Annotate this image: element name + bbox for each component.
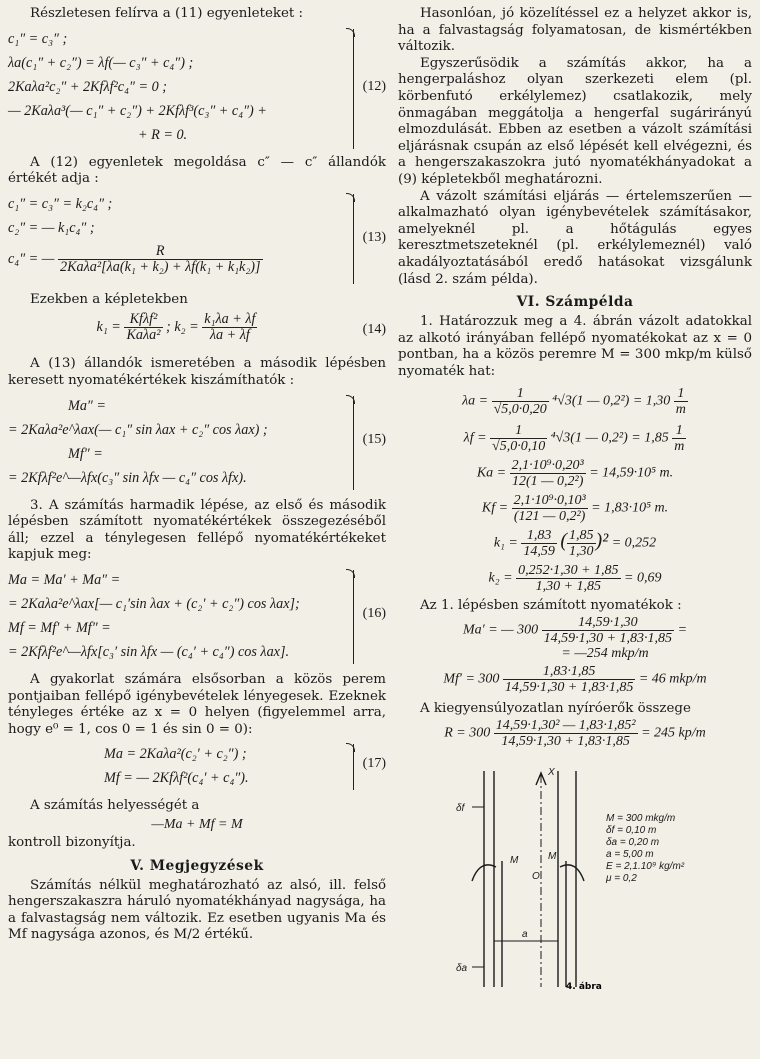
moment-arrow-right (560, 865, 584, 881)
equation-number: (14) (362, 322, 386, 338)
equation-12: c₁″ = c₃″ ; λa(c₁″ + c₂″) = λf(— c₃″ + c₄″) ; 2Kaλa²c₂″ + 2Kfλf²c₄″ = 0 ; — 2Kaλa³(— c₁″ + c₂″) + 2Kfλf³(c₃″ + c₄″) + + R = 0. (12) (8, 27, 386, 151)
legend-line: M = 300 mkg/m (606, 812, 676, 824)
check-equation: —Ma + Mf = M (151, 816, 243, 832)
paragraph: Hasonlóan, jó közelítéssel ez a helyzet akkor is, ha a falvastagság folyamatosan, de kismértékben változik. (398, 6, 752, 55)
paragraph: Az 1. lépésben számított nyomatékok : (420, 598, 682, 614)
mf-equation: Mf′ = 300 $\frac{1,83\cdot 1,85}{14,59\cdot 1,30 + 1,83\cdot 1,85}$ = 46 mkp/m (443, 664, 707, 696)
ma-equation: Ma′ = — 300 $\frac{14,59\cdot 1,30}{14,59\cdot 1,30 + 1,83\cdot 1,85}$ = (462, 615, 688, 647)
solution-text: A (12) egyenletek megoldása c″ — c″ állandók értékét adja : (8, 154, 386, 187)
practice-text: A gyakorlat számára elsősorban a közös perem pontjaiban fellépő igénybevételek lényegesek. Ezeknek tényleges értéke az x = 0 helyen (figyelemmel arra, hogy e⁰ = 1, cos 0 = 1 és sin 0 = 0): (8, 671, 386, 737)
equation-number: (17) (362, 756, 386, 772)
legend-line: E = 2,1.10⁹ kg/m² (606, 860, 685, 872)
equation-14: k₁ = $\frac{\text{Kfλf²}}{\text{Kaλa²}}$ ; k₂ = $\frac{\text{k₁λa + λf}}{\lambda a + \lambda f}$ (14) (96, 311, 386, 344)
kf-equation: Kf = $\frac{\text{2,1·10⁹·0,10³}}{\text{(121 — 0,2²)}}$ = 1,83·10⁵ m. (481, 493, 669, 525)
section-heading-vi: VI. Számpélda (516, 294, 634, 311)
equation-number: (13) (362, 229, 386, 245)
k1-equation: k₁ = $\frac{1,83}{14,59}$ ( $\frac{1,85}{1,30}$ )² = 0,252 (493, 528, 657, 560)
legend-line: μ = 0,2 (606, 872, 637, 884)
paragraph: 1. Határozzuk meg a 4. ábrán vázolt adatokkal az alkotó irányában fellépő nyomatékokat az x = 0 pontban, ha a közös peremre M = 300 mkp/m külső nyomaték hat: (398, 314, 752, 379)
k2-equation: k₂ = $\frac{0,252\cdot 1,30 + 1,85}{1,30 + 1,85}$ = 0,69 (488, 563, 662, 595)
brace (345, 396, 354, 490)
formulas-text: Ezekben a képletekben (30, 291, 188, 307)
dimension-a-label: a (522, 928, 528, 940)
third-step-text: 3. A számítás harmadik lépése, az első és második lépésben számított nyomatékértékek összegezéséből áll; ezzel a ténylegesen fellépő nyomatékértékeket kapjuk meg: (8, 497, 386, 563)
equation-number: (15) (362, 431, 386, 447)
remarks-text: Számítás nélkül meghatározható az alsó, ill. felső hengerszakaszra háruló nyomatékhányad nagysága, ha a falvastagság nem változik. Ez esetben ugyanis Ma és Mf nagysága azonos, és M/2 értékű. (8, 877, 386, 943)
lambda-f-equation: λf = $\frac{1}{√5,0\cdot 0,10}$ ⁴√3(1 — 0,2²) = 1,85 $\frac{1}{m}$ (463, 423, 685, 455)
origin-label: O (532, 870, 540, 882)
equation-17: Ma = 2Kaλa²(c₂′ + c₂″) ; Mf = — 2Kfλf²(c₄′ + c₄″). (17) (8, 742, 386, 794)
paragraph: Egyszerűsödik a számítás akkor, ha a hengerpaláshoz olyan szerkezeti elem (pl. körbenfutó erkélylemez) csatlakozik, mely önmagában meggátolja a hengerfal sugárirányú elmozdulását. Ebben az esetben a vázolt számítási eljárásnak csupán az első lépését kell elvégezni, és a hengerszakaszokra jutó nyomatékhányadokat a (9) képletekből meghatározni. (398, 55, 752, 187)
right-column (398, 6, 752, 991)
figure-4 (398, 751, 752, 991)
r-equation: R = 300 $\frac{\text{14,59·1,30² — 1,83·1,85²}}{14,59\cdot 1,30 + 1,83\cdot 1,85}$ = 245 kp/m (444, 717, 706, 749)
lambda-a-equation: λa = $\frac{1}{√5,0\cdot 0,20}$ ⁴√3(1 — 0,2²) = 1,30 $\frac{1}{m}$ (462, 386, 686, 418)
ka-equation: Ka = $\frac{\text{2,1·10⁹·0,20³}}{\text{12(1 — 0,2²)}}$ = 14,59·10⁵ m. (476, 458, 674, 490)
equation-15: Ma″ = = 2Kaλa²e^λax(— c₁″ sin λax + c₂″ cos λax) ; Mf″ = = 2Kfλf²e^—λfx(c₃″ sin λfx — c₄″ cos λfx). (15) (8, 394, 386, 494)
legend-line: δf = 0,10 m (606, 824, 657, 836)
equation-number: (12) (362, 78, 386, 94)
x-axis-label: X (548, 766, 555, 778)
brace (345, 744, 354, 790)
legend-line: δa = 0,20 m (606, 836, 660, 848)
equation-13: c₁″ = c₃″ = k₂c₄″ ; c₂″ = — k₁c₄″ ; c₄″ = — $\frac{R}{\text{2Kaλa²[λa(k₁ + k₂) + λf(k₁ + k₁k₂)]}}$ (13) (8, 192, 386, 288)
equation-number: (16) (362, 605, 386, 621)
fraction: $\frac{R}{\text{2Kaλa²[λa(k₁ + k₂) + λf(k₁ + k₁k₂)]}}$ (59, 242, 261, 275)
delta-f-label: δf (456, 802, 465, 814)
brace (345, 29, 354, 149)
ma-result: = —254 mkp/m (561, 646, 649, 662)
intro-text: Részletesen felírva a (11) egyenleteket : (30, 6, 304, 21)
moment-label-left: M (510, 854, 519, 866)
delta-a-label: δa (456, 962, 468, 974)
equation-16: Ma = Ma′ + Ma″ = = 2Kaλa²e^λax[— c₁′sin λax + (c₂′ + c₂″) cos λax]; Mf = Mf′ + Mf″ = = 2Kfλf²e^—λfx[c₃′ sin λfx — (c₄′ + c₄″) cos λax]. (16) (8, 568, 386, 668)
moment-label-right: M (548, 850, 557, 862)
section-heading-v: V. Megjegyzések (130, 857, 264, 874)
left-column (8, 6, 386, 944)
figure-caption: 4. ábra (566, 981, 602, 991)
paragraph: A vázolt számítási eljárás — értelemszerűen — alkalmazható olyan igénybevételek számításakor, amelyeknél pl. a hőtágulás egyes keresztmetszeteknél (pl. erkélylemeznél) való akadályoztatásából eredő hatásokat vizsgálunk (lásd 2. szám példa). (398, 188, 752, 287)
brace (345, 194, 354, 284)
brace (345, 570, 354, 664)
second-step-text: A (13) állandók ismeretében a második lépésben keresett nyomatékértékek kiszámíthatók : (8, 356, 386, 388)
check-text: A számítás helyességét a (30, 798, 200, 814)
legend-line: a = 5,00 m (606, 848, 654, 860)
paragraph: A kiegyensúlyozatlan nyíróerők összege (420, 701, 691, 717)
control-text: kontroll bizonyítja. (8, 834, 136, 850)
